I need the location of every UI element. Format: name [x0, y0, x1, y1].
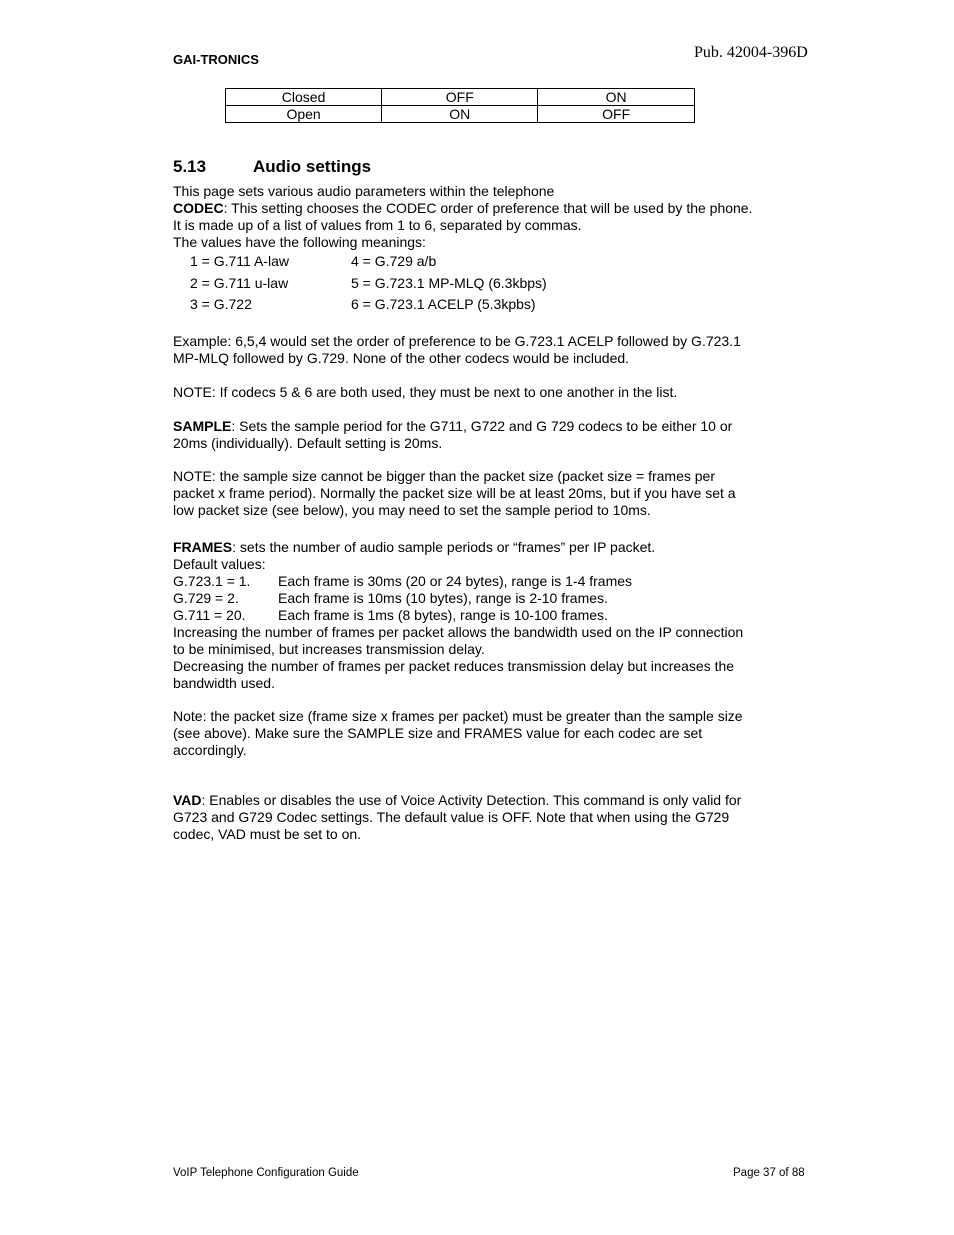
list-item: G.723.1 = 1. Each frame is 30ms (20 or 24 bytes), range is 1-4 frames — [173, 573, 633, 589]
sample-label: SAMPLE — [173, 418, 232, 434]
table-row — [226, 106, 695, 123]
sample-paragraph: SAMPLE: Sets the sample period for the G711, G722 and G 729 codecs to be either 10 or 20ms (individually). Default setting is 20ms. — [173, 418, 733, 451]
table-cell: ON — [538, 89, 695, 106]
vad-label: VAD — [173, 792, 202, 808]
intro-paragraph — [173, 183, 793, 251]
header-brand: GAI-TRONICS — [173, 52, 259, 67]
table-cell: Closed — [226, 89, 382, 106]
frames-label: FRAMES — [173, 539, 233, 555]
table-cell: OFF — [382, 89, 538, 106]
list-item: 2 = G.711 u-law 5 = G.723.1 MP-MLQ (6.3kbps) — [190, 274, 547, 291]
list-item: 3 = G.722 6 = G.723.1 ACELP (5.3kpbs) — [190, 296, 536, 312]
intro-line: This page sets various audio parameters within the telephone — [173, 183, 555, 199]
footer-title: VoIP Telephone Configuration Guide — [173, 1167, 359, 1179]
state-table — [225, 88, 695, 123]
section-number: 5.13 — [173, 157, 207, 176]
vad-paragraph: VAD: Enables or disables the use of Voice Activity Detection. This command is only valid for G723 and G729 Codec settings. The default value is OFF. Note that when using the G729 codec, VAD must be set to on. — [173, 792, 742, 842]
section-title: Audio settings — [253, 157, 372, 176]
table-cell: Open — [226, 106, 382, 123]
codec-values-list — [190, 253, 690, 318]
intro-line: It is made up of a list of values from 1 to 6, separated by commas. — [173, 217, 582, 233]
list-item: G.711 = 20. Each frame is 1ms (8 bytes), range is 10-100 frames. — [173, 607, 608, 623]
publication-number: Pub. 42004-396D — [694, 44, 808, 61]
codec-description: CODEC: This setting chooses the CODEC order of preference that will be used by the phone. — [173, 200, 753, 216]
sample-note: NOTE: the sample size cannot be bigger than the packet size (packet size = frames per packet x frame period). Normally the packet size will be at least 20ms, but if you have set a low packet size (see below), you may need to set the sample period to 10ms. — [173, 468, 736, 518]
table-cell: OFF — [538, 106, 695, 123]
packet-note: Note: the packet size (frame size x frames per packet) must be greater than the sample size (see above). Make sure the SAMPLE size and FRAMES value for each codec are set accordingly. — [173, 708, 743, 758]
list-item: 1 = G.711 A-law 4 = G.729 a/b — [190, 253, 437, 269]
codec-note: NOTE: If codecs 5 & 6 are both used, they must be next to one another in the list. — [173, 384, 678, 400]
intro-line: The values have the following meanings: — [173, 234, 426, 250]
list-item: G.729 = 2. Each frame is 10ms (10 bytes), range is 2-10 frames. — [173, 590, 608, 606]
codec-label: CODEC — [173, 200, 224, 216]
frames-paragraph: FRAMES: sets the number of audio sample periods or “frames” per IP packet. Default values: G.723.1 = 1. Each frame is 30ms (20 or 24 bytes), range is 1-4 frames G.729 = 2. Each frame is 10ms (10 bytes), range is 2-10 frames. G.711 = 20. Each frame is 1ms (8 bytes), range is 10-100 frames. Increasing the number of frames per packet allows the bandwidth used on the IP connection to be minimised, but increases transmission delay. Decreasing the number of frames per packet reduces transmission delay but increases the bandwidth used. — [173, 539, 793, 692]
table-row — [226, 89, 695, 106]
table-cell: ON — [382, 106, 538, 123]
page-number: Page 37 of 88 — [733, 1167, 805, 1179]
section-heading — [173, 157, 371, 177]
example-paragraph: Example: 6,5,4 would set the order of preference to be G.723.1 ACELP followed by G.723.1 MP-MLQ followed by G.729. None of the other codecs would be included. — [173, 333, 741, 366]
